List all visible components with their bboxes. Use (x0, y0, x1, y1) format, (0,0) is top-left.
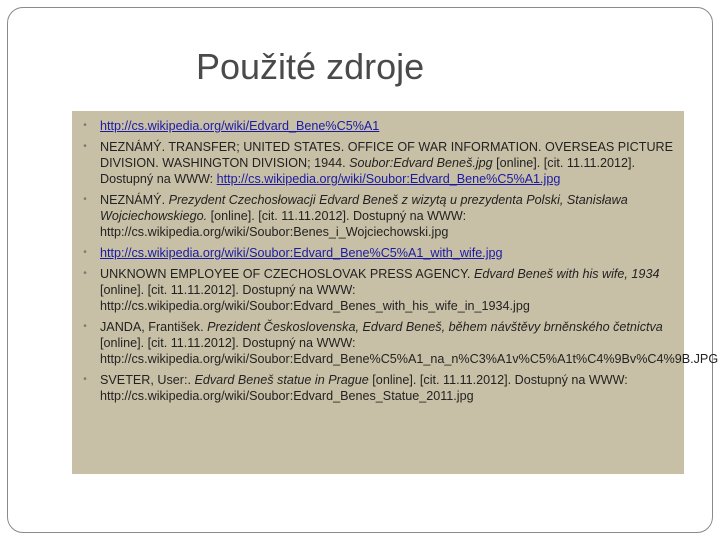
reference-text: SVETER, User:. (100, 373, 195, 387)
reference-text: JANDA, František. (100, 320, 208, 334)
bullet-icon: • (83, 120, 87, 131)
reference-item (80, 245, 676, 261)
reference-text: NEZNÁMÝ. TRANSFER; UNITED STATES. OFFICE OF WAR INFORMATION. OVERSEAS PICTURE DIVISION. WASHINGTON DIVISION; 1944. (100, 140, 674, 170)
reference-link[interactable]: http://cs.wikipedia.org/wiki/Soubor:Edvard_Bene%C5%A1.jpg (216, 172, 561, 186)
references-panel (72, 111, 719, 474)
reference-title-text: Edvard Beneš statue in Prague (194, 373, 369, 387)
reference-text: UNKNOWN EMPLOYEE OF CZECHOSLOVAK PRESS AGENCY. (100, 267, 474, 281)
reference-text: [online]. [cit. 11.11.2012]. Dostupný na WWW: http://cs.wikipedia.org/wiki/Soubor:Edvard_Benes_with_his_wife_in_1934.jpg (100, 283, 530, 313)
slide-title: Použité zdroje (196, 46, 425, 87)
reference-text: [online]. [cit. 11.11.2012]. Dostupný na WWW: http://cs.wikipedia.org/wiki/Soubor:Benes_i_Wojciechowski.jpg (100, 209, 467, 239)
reference-text: [online]. [cit. 11.11.2012]. Dostupný na WWW: http://cs.wikipedia.org/wiki/Soubor:Edvard_Benes_Statue_2011.jpg (100, 373, 628, 403)
references-list (80, 118, 719, 404)
reference-link[interactable]: http://cs.wikipedia.org/wiki/Edvard_Bene%C5%A1 (100, 119, 380, 133)
reference-text: [online]. [cit. 11.11.2012]. Dostupný na WWW: http://cs.wikipedia.org/wiki/Soubor:Edvard_Bene%C5%A1_na_n%C3%A1v%C5%A1t%C4%9Bv%C4%9B.JPG (100, 336, 719, 366)
reference-item (80, 319, 719, 367)
reference-title-text: Prezident Československa, Edvard Beneš, během návštěvy brněnského četnictva (207, 320, 663, 334)
reference-item (80, 192, 676, 240)
bullet-icon: • (83, 374, 87, 385)
bullet-icon: • (83, 141, 87, 152)
reference-text: NEZNÁMÝ. (100, 193, 169, 207)
reference-link[interactable]: http://cs.wikipedia.org/wiki/Soubor:Edvard_Bene%C5%A1_with_wife.jpg (100, 246, 503, 260)
reference-item (80, 266, 676, 314)
bullet-icon: • (83, 321, 87, 332)
reference-title-text: Prezydent Czechosłowacji Edvard Beneš z wizytą u prezydenta Polski, Stanisława Wojciechowskiego. (100, 193, 628, 223)
bullet-icon: • (83, 247, 87, 258)
reference-item (80, 372, 676, 404)
reference-item (80, 118, 676, 134)
reference-text: [online]. [cit. 11.11.2012]. Dostupný na WWW: (100, 156, 636, 186)
reference-title-text: Soubor:Edvard Beneš.jpg (349, 156, 493, 170)
bullet-icon: • (83, 268, 87, 279)
reference-title-text: Edvard Beneš with his wife, 1934 (473, 267, 660, 281)
bullet-icon: • (83, 194, 87, 205)
reference-item (80, 139, 676, 187)
